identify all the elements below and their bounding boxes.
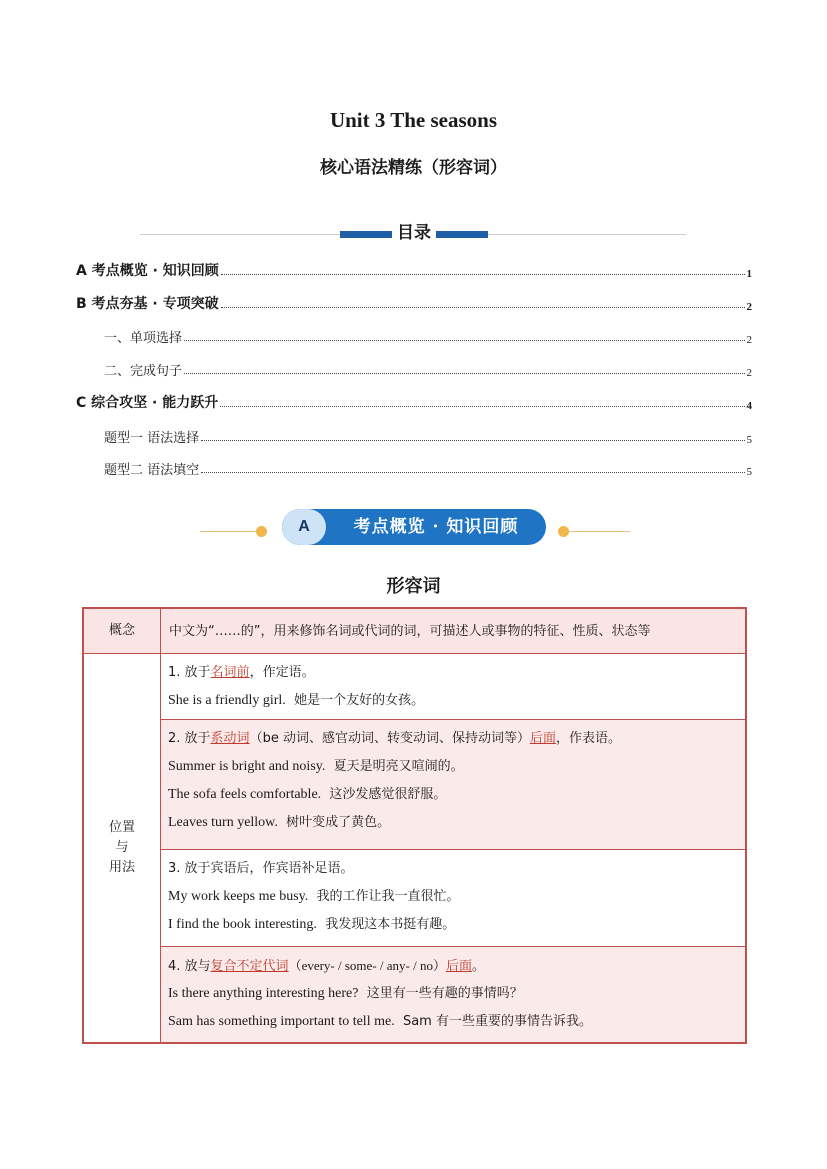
toc-leader <box>221 306 745 308</box>
toc-entry-label: A 考点概览 · 知识回顾 <box>76 263 219 279</box>
rule-heading: 2. 放于系动词（be 动词、感官动词、转变动词、保持动词等）后面，作表语。 <box>168 731 621 746</box>
toc-page-number: 5 <box>746 434 752 446</box>
table-divider <box>84 653 745 654</box>
toc-page-number: 2 <box>746 301 752 313</box>
toc-page-number: 5 <box>746 466 752 478</box>
toc-leader <box>221 273 745 275</box>
rule-heading: 1. 放于名词前，作定语。 <box>168 665 315 680</box>
concept-text: 中文为“……的”，用来修饰名词或代词的词，可描述人或事物的特征、性质、状态等 <box>160 609 745 653</box>
banner-letter: A <box>282 509 326 545</box>
toc-entry-b2[interactable] <box>104 357 752 379</box>
example-sentence: Summer is bright and noisy. 夏天是明亮又喧闹的。 <box>168 759 464 774</box>
rule-3 <box>160 849 745 946</box>
rule-heading: 3. 放于宾语后，作宾语补足语。 <box>168 861 354 876</box>
toc-entry-b[interactable] <box>76 291 752 313</box>
toc-entry-c1[interactable] <box>104 424 752 446</box>
table-divider <box>160 719 745 720</box>
toc-heading: 目录 <box>397 223 431 243</box>
toc-entry-label: 题型一 语法选择 <box>104 431 200 446</box>
document-title: Unit 3 The seasons <box>329 108 498 132</box>
grammar-table <box>82 607 747 1044</box>
example-sentence: I find the book interesting. 我发现这本书挺有趣。 <box>168 917 456 932</box>
toc-page-number: 4 <box>746 400 752 412</box>
toc-leader <box>220 405 744 407</box>
example-sentence: My work keeps me busy. 我的工作让我一直很忙。 <box>168 889 460 904</box>
divider-accent <box>340 231 392 238</box>
toc-entry-c2[interactable] <box>104 456 752 478</box>
toc-page-number: 2 <box>746 367 752 379</box>
concept-label: 概念 <box>84 609 160 653</box>
document-subtitle: 核心语法精练（形容词） <box>320 158 507 178</box>
rule-4 <box>160 946 745 1042</box>
toc-leader <box>184 372 744 374</box>
rule-heading: 4. 放与复合不定代词（every- / some- / any- / no）后面。 <box>168 958 485 974</box>
toc-leader <box>201 439 744 441</box>
table-divider <box>160 849 745 850</box>
usage-label: 位置 与 用法 <box>108 819 135 875</box>
rule-1 <box>160 653 745 719</box>
toc-entry-label: 一、单项选择 <box>104 331 183 346</box>
divider <box>488 234 686 235</box>
table-divider <box>160 609 161 1042</box>
toc-entry-label: C 综合攻坚 · 能力跃升 <box>76 395 219 411</box>
rule-2 <box>160 719 745 849</box>
banner-dot <box>256 526 267 537</box>
toc-page-number: 1 <box>746 268 752 280</box>
toc-leader <box>184 339 744 341</box>
banner-text: 考点概览 · 知识回顾 <box>353 517 519 537</box>
toc-entry-c[interactable] <box>76 390 752 412</box>
toc-entry-label: 题型二 语法填空 <box>104 463 200 478</box>
divider-accent <box>436 231 488 238</box>
toc-leader <box>201 471 744 473</box>
example-sentence: Sam has something important to tell me. Sam 有一些重要的事情告诉我。 <box>168 1014 592 1029</box>
section-title: 形容词 <box>386 576 441 597</box>
example-sentence: She is a friendly girl. 她是一个友好的女孩。 <box>168 693 425 708</box>
section-banner <box>200 506 630 550</box>
banner-line <box>568 531 630 532</box>
divider <box>140 234 340 235</box>
example-sentence: Leaves turn yellow. 树叶变成了黄色。 <box>168 815 391 830</box>
toc-entry-label: B 考点夯基 · 专项突破 <box>76 296 219 312</box>
banner-pill <box>282 509 546 545</box>
banner-line <box>200 531 258 532</box>
toc-entry-label: 二、完成句子 <box>104 364 183 379</box>
example-sentence: The sofa feels comfortable. 这沙发感觉很舒服。 <box>168 787 447 802</box>
toc-entry-b1[interactable] <box>104 324 752 346</box>
toc-page-number: 2 <box>746 334 752 346</box>
example-sentence: Is there anything interesting here? 这里有一些有趣的事情吗？ <box>168 986 523 1001</box>
toc-entry-a[interactable] <box>76 258 752 280</box>
table-divider <box>160 946 745 947</box>
toc-header <box>140 218 686 248</box>
